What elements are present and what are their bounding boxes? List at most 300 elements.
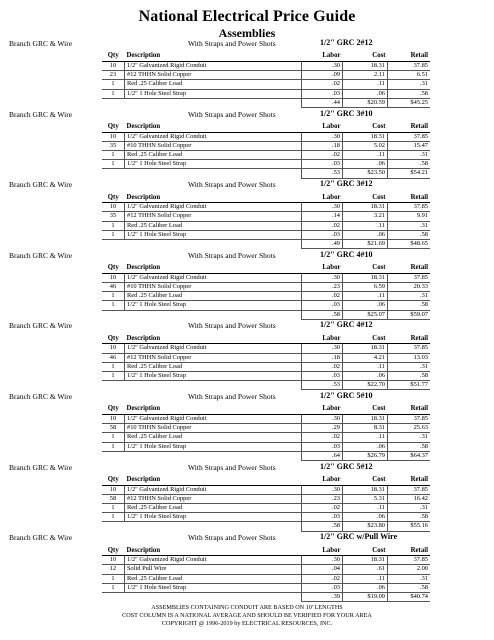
- page-subtitle: Assemblies: [218, 26, 276, 40]
- labor-cell: .02: [302, 221, 343, 230]
- table-header-row: [102, 334, 430, 344]
- labor-cell: .02: [302, 151, 343, 160]
- cost-cell: 6.59: [343, 283, 388, 292]
- blank-cell: [102, 593, 125, 602]
- labor-cell: .03: [302, 301, 343, 310]
- table-row: [102, 372, 430, 381]
- column-header-cost: Cost: [343, 52, 388, 62]
- qty-cell: 1: [102, 230, 125, 239]
- section-category: Branch GRC & Wire: [9, 250, 73, 260]
- retail-cell: 37.85: [388, 556, 431, 565]
- table-row: [102, 221, 430, 230]
- cost-cell: 5.31: [343, 494, 388, 503]
- qty-cell: 1: [102, 504, 125, 513]
- table-row: [102, 344, 430, 353]
- retail-cell: .31: [388, 362, 431, 371]
- total-labor: .39: [302, 593, 343, 602]
- qty-cell: 58: [102, 494, 125, 503]
- table-row: [102, 160, 430, 169]
- labor-cell: .14: [302, 212, 343, 221]
- assembly-section: [0, 108, 494, 177]
- total-row: [102, 522, 430, 531]
- qty-cell: 1: [102, 362, 125, 371]
- qty-cell: 1: [102, 513, 125, 522]
- section-header: [0, 320, 494, 332]
- total-cost: $19.09: [343, 593, 388, 602]
- qty-cell: 1: [102, 89, 125, 98]
- cost-cell: 18.31: [343, 132, 388, 141]
- qty-cell: 1: [102, 442, 125, 451]
- total-cost: $23.80: [343, 522, 388, 531]
- cost-cell: .06: [343, 160, 388, 169]
- labor-cell: .02: [302, 292, 343, 301]
- labor-cell: .03: [302, 583, 343, 592]
- cost-cell: .06: [343, 301, 388, 310]
- table-row: [102, 283, 430, 292]
- column-header-labor: Labor: [302, 264, 343, 274]
- table-row: [102, 71, 430, 80]
- blank-cell: [102, 381, 125, 390]
- blank-cell: [125, 381, 302, 390]
- cost-cell: 18.31: [343, 415, 388, 424]
- retail-cell: 13.03: [388, 353, 431, 362]
- qty-cell: 10: [102, 132, 125, 141]
- section-category: Branch GRC & Wire: [9, 109, 73, 119]
- column-header-cost: Cost: [343, 193, 388, 203]
- blank-cell: [102, 98, 125, 107]
- total-retail: $59.07: [388, 310, 431, 319]
- table-row: [102, 151, 430, 160]
- cost-cell: .11: [343, 504, 388, 513]
- column-header-qty: Qty: [102, 52, 125, 62]
- qty-cell: 10: [102, 344, 125, 353]
- blank-cell: [125, 593, 302, 602]
- blank-cell: [102, 169, 125, 178]
- labor-cell: .30: [302, 556, 343, 565]
- column-header-retail: Retail: [388, 123, 431, 133]
- table-row: [102, 353, 430, 362]
- labor-cell: .02: [302, 362, 343, 371]
- assembly-section: [0, 320, 494, 389]
- retail-cell: .58: [388, 513, 431, 522]
- section-method: With Straps and Power Shots: [188, 180, 276, 190]
- qty-cell: 1: [102, 372, 125, 381]
- total-labor: .49: [302, 240, 343, 249]
- assembly-table: [102, 193, 430, 249]
- column-header-cost: Cost: [343, 334, 388, 344]
- assembly-section: [0, 38, 494, 106]
- table-row: [102, 203, 430, 212]
- qty-cell: 1: [102, 433, 125, 442]
- description-cell: 1/2" Galvanized Rigid Conduit: [125, 556, 302, 565]
- section-assembly-name: 1/2" GRC 2#12: [320, 38, 373, 47]
- total-cost: $21.69: [343, 240, 388, 249]
- section-method: With Straps and Power Shots: [188, 250, 276, 260]
- retail-cell: .31: [388, 292, 431, 301]
- description-cell: #10 THHN Solid Copper: [125, 424, 302, 433]
- column-header-description: Description: [125, 476, 302, 486]
- total-retail: $51.77: [388, 381, 431, 390]
- blank-cell: [125, 169, 302, 178]
- section-assembly-name: 1/2" GRC 3#10: [320, 108, 373, 118]
- labor-cell: .23: [302, 283, 343, 292]
- assembly-table: [102, 476, 430, 532]
- labor-cell: .03: [302, 442, 343, 451]
- column-header-retail: Retail: [388, 405, 431, 415]
- column-header-cost: Cost: [343, 546, 388, 556]
- labor-cell: .30: [302, 415, 343, 424]
- column-header-cost: Cost: [343, 405, 388, 415]
- labor-cell: .03: [302, 372, 343, 381]
- section-assembly-name: 1/2" GRC 4#10: [320, 249, 373, 259]
- labor-cell: .09: [302, 71, 343, 80]
- section-method: With Straps and Power Shots: [188, 392, 276, 401]
- qty-cell: 10: [102, 485, 125, 494]
- qty-cell: 35: [102, 212, 125, 221]
- table-header-row: [102, 123, 430, 133]
- retail-cell: .31: [388, 80, 431, 89]
- total-retail: $40.74: [388, 593, 431, 602]
- total-row: [102, 381, 430, 390]
- section-category: Branch GRC & Wire: [9, 180, 73, 190]
- table-row: [102, 292, 430, 301]
- footer-copyright: COPYRIGHT @ 1996-2019 by ELECTRICAL RESOURCES, INC.: [161, 620, 333, 627]
- section-category: Branch GRC & Wire: [9, 462, 73, 472]
- description-cell: 1/2" 1 Hole Steel Strap: [125, 372, 302, 381]
- blank-cell: [102, 451, 125, 460]
- retail-cell: .58: [388, 230, 431, 239]
- assembly-table: [102, 405, 430, 461]
- cost-cell: .06: [343, 230, 388, 239]
- table-row: [102, 574, 430, 583]
- assembly-section: [0, 461, 494, 530]
- table-row: [102, 583, 430, 592]
- qty-cell: 1: [102, 301, 125, 310]
- description-cell: 1/2" 1 Hole Steel Strap: [125, 583, 302, 592]
- column-header-labor: Labor: [302, 405, 343, 415]
- column-header-description: Description: [125, 405, 302, 415]
- retail-cell: .58: [388, 583, 431, 592]
- column-header-labor: Labor: [302, 476, 343, 486]
- table-row: [102, 485, 430, 494]
- labor-cell: .02: [302, 80, 343, 89]
- labor-cell: .03: [302, 160, 343, 169]
- table-row: [102, 89, 430, 98]
- description-cell: 1/2" 1 Hole Steel Strap: [125, 442, 302, 451]
- column-header-retail: Retail: [388, 52, 431, 62]
- assembly-table: [102, 52, 430, 108]
- description-cell: 1/2" 1 Hole Steel Strap: [125, 89, 302, 98]
- total-labor: .53: [302, 169, 343, 178]
- labor-cell: .30: [302, 132, 343, 141]
- footer-note-cost: COST COLUMN IS A NATIONAL AVERAGE AND SHOULD BE VERIFIED FOR YOUR AREA: [122, 612, 372, 619]
- labor-cell: .18: [302, 353, 343, 362]
- description-cell: 1/2" Galvanized Rigid Conduit: [125, 415, 302, 424]
- assembly-table: [102, 123, 430, 179]
- table-row: [102, 301, 430, 310]
- table-row: [102, 565, 430, 574]
- qty-cell: 1: [102, 292, 125, 301]
- table-row: [102, 513, 430, 522]
- retail-cell: 37.85: [388, 485, 431, 494]
- qty-cell: 12: [102, 565, 125, 574]
- section-method: With Straps and Power Shots: [188, 533, 276, 543]
- column-header-cost: Cost: [343, 476, 388, 486]
- description-cell: Red .25 Caliber Load: [125, 433, 302, 442]
- column-header-qty: Qty: [102, 476, 125, 486]
- column-header-qty: Qty: [102, 193, 125, 203]
- labor-cell: .30: [302, 344, 343, 353]
- retail-cell: .58: [388, 89, 431, 98]
- labor-cell: .18: [302, 141, 343, 150]
- qty-cell: 1: [102, 151, 125, 160]
- description-cell: #10 THHN Solid Copper: [125, 283, 302, 292]
- total-retail: $54.21: [388, 169, 431, 178]
- qty-cell: 10: [102, 62, 125, 71]
- table-header-row: [102, 193, 430, 203]
- assembly-section: [0, 249, 494, 318]
- qty-cell: 1: [102, 574, 125, 583]
- total-row: [102, 240, 430, 249]
- description-cell: 1/2" Galvanized Rigid Conduit: [125, 344, 302, 353]
- description-cell: 1/2" Galvanized Rigid Conduit: [125, 203, 302, 212]
- column-header-labor: Labor: [302, 193, 343, 203]
- column-header-description: Description: [125, 546, 302, 556]
- retail-cell: 37.85: [388, 273, 431, 282]
- column-header-qty: Qty: [102, 334, 125, 344]
- cost-cell: .06: [343, 513, 388, 522]
- description-cell: Red .25 Caliber Load: [125, 574, 302, 583]
- description-cell: 1/2" Galvanized Rigid Conduit: [125, 132, 302, 141]
- total-row: [102, 169, 430, 178]
- retail-cell: .58: [388, 160, 431, 169]
- cost-cell: .06: [343, 89, 388, 98]
- section-assembly-name: 1/2" GRC 3#12: [320, 179, 373, 189]
- column-header-description: Description: [125, 264, 302, 274]
- blank-cell: [125, 451, 302, 460]
- description-cell: Red .25 Caliber Load: [125, 151, 302, 160]
- qty-cell: 1: [102, 221, 125, 230]
- total-row: [102, 451, 430, 460]
- retail-cell: .58: [388, 372, 431, 381]
- description-cell: Red .25 Caliber Load: [125, 292, 302, 301]
- column-header-qty: Qty: [102, 546, 125, 556]
- column-header-retail: Retail: [388, 193, 431, 203]
- cost-cell: .11: [343, 574, 388, 583]
- assembly-table: [102, 264, 430, 320]
- cost-cell: 18.31: [343, 485, 388, 494]
- cost-cell: .11: [343, 433, 388, 442]
- description-cell: 1/2" Galvanized Rigid Conduit: [125, 62, 302, 71]
- total-cost: $22.70: [343, 381, 388, 390]
- qty-cell: 23: [102, 71, 125, 80]
- labor-cell: .03: [302, 230, 343, 239]
- section-assembly-name: 1/2" GRC 4#12: [320, 320, 373, 330]
- retail-cell: 16.42: [388, 494, 431, 503]
- retail-cell: .58: [388, 301, 431, 310]
- qty-cell: 10: [102, 203, 125, 212]
- qty-cell: 10: [102, 273, 125, 282]
- section-assembly-name: 1/2" GRC 5#12: [320, 461, 373, 471]
- section-header: [0, 179, 494, 191]
- retail-cell: 37.85: [388, 62, 431, 71]
- blank-cell: [102, 310, 125, 319]
- section-header: [0, 532, 494, 544]
- section-method: With Straps and Power Shots: [188, 321, 276, 331]
- cost-cell: 18.31: [343, 273, 388, 282]
- section-method: With Straps and Power Shots: [188, 39, 276, 48]
- column-header-description: Description: [125, 334, 302, 344]
- table-row: [102, 556, 430, 565]
- total-labor: .58: [302, 522, 343, 531]
- description-cell: Red .25 Caliber Load: [125, 80, 302, 89]
- cost-cell: 2.11: [343, 71, 388, 80]
- description-cell: #12 THHN Solid Copper: [125, 212, 302, 221]
- labor-cell: .30: [302, 203, 343, 212]
- cost-cell: .11: [343, 221, 388, 230]
- table-row: [102, 212, 430, 221]
- blank-cell: [102, 240, 125, 249]
- table-row: [102, 504, 430, 513]
- retail-cell: .31: [388, 574, 431, 583]
- description-cell: 1/2" Galvanized Rigid Conduit: [125, 485, 302, 494]
- labor-cell: .30: [302, 485, 343, 494]
- description-cell: 1/2" 1 Hole Steel Strap: [125, 230, 302, 239]
- section-method: With Straps and Power Shots: [188, 109, 276, 119]
- table-header-row: [102, 476, 430, 486]
- blank-cell: [102, 522, 125, 531]
- assembly-table: [102, 334, 430, 390]
- retail-cell: 6.51: [388, 71, 431, 80]
- description-cell: Red .25 Caliber Load: [125, 221, 302, 230]
- blank-cell: [125, 310, 302, 319]
- total-retail: $48.65: [388, 240, 431, 249]
- table-row: [102, 415, 430, 424]
- column-header-qty: Qty: [102, 264, 125, 274]
- column-header-labor: Labor: [302, 546, 343, 556]
- column-header-retail: Retail: [388, 476, 431, 486]
- section-header: [0, 38, 494, 50]
- assembly-section: [0, 179, 494, 247]
- total-cost: $20.59: [343, 98, 388, 107]
- assembly-table: [102, 546, 430, 602]
- description-cell: #12 THHN Solid Copper: [125, 353, 302, 362]
- section-method: With Straps and Power Shots: [188, 462, 276, 472]
- cost-cell: .61: [343, 565, 388, 574]
- column-header-retail: Retail: [388, 334, 431, 344]
- assembly-section: [0, 391, 494, 459]
- retail-cell: .31: [388, 504, 431, 513]
- section-category: Branch GRC & Wire: [9, 533, 73, 543]
- column-header-retail: Retail: [388, 546, 431, 556]
- total-labor: .58: [302, 310, 343, 319]
- cost-cell: .11: [343, 151, 388, 160]
- column-header-retail: Retail: [388, 264, 431, 274]
- footer: [0, 604, 494, 628]
- description-cell: Red .25 Caliber Load: [125, 362, 302, 371]
- retail-cell: .31: [388, 221, 431, 230]
- cost-cell: .06: [343, 442, 388, 451]
- column-header-cost: Cost: [343, 123, 388, 133]
- retail-cell: 37.85: [388, 203, 431, 212]
- column-header-labor: Labor: [302, 334, 343, 344]
- description-cell: 1/2" 1 Hole Steel Strap: [125, 301, 302, 310]
- description-cell: 1/2" Galvanized Rigid Conduit: [125, 273, 302, 282]
- labor-cell: .02: [302, 433, 343, 442]
- total-retail: $64.37: [388, 451, 431, 460]
- footer-note-lengths: ASSEMBLIES CONTAINING CONDUIT ARE BASED ON 10' LENGTHS: [151, 604, 343, 611]
- cost-cell: .11: [343, 362, 388, 371]
- blank-cell: [125, 240, 302, 249]
- retail-cell: .31: [388, 433, 431, 442]
- total-row: [102, 593, 430, 602]
- table-row: [102, 362, 430, 371]
- table-row: [102, 273, 430, 282]
- table-header-row: [102, 546, 430, 556]
- page-title: National Electrical Price Guide: [138, 8, 356, 25]
- cost-cell: 18.31: [343, 556, 388, 565]
- total-retail: $45.25: [388, 98, 431, 107]
- retail-cell: .58: [388, 442, 431, 451]
- table-row: [102, 62, 430, 71]
- labor-cell: .02: [302, 504, 343, 513]
- table-row: [102, 494, 430, 503]
- qty-cell: 35: [102, 141, 125, 150]
- cost-cell: 3.21: [343, 212, 388, 221]
- total-labor: .53: [302, 381, 343, 390]
- labor-cell: .30: [302, 62, 343, 71]
- description-cell: 1/2" 1 Hole Steel Strap: [125, 160, 302, 169]
- description-cell: #10 THHN Solid Copper: [125, 141, 302, 150]
- retail-cell: .31: [388, 151, 431, 160]
- description-cell: Solid Pull Wire: [125, 565, 302, 574]
- table-header-row: [102, 405, 430, 415]
- blank-cell: [125, 98, 302, 107]
- table-header-row: [102, 52, 430, 62]
- table-row: [102, 433, 430, 442]
- labor-cell: .29: [302, 424, 343, 433]
- total-cost: $23.50: [343, 169, 388, 178]
- retail-cell: 37.85: [388, 132, 431, 141]
- column-header-qty: Qty: [102, 123, 125, 133]
- section-category: Branch GRC & Wire: [9, 321, 73, 331]
- assembly-section: [0, 532, 494, 600]
- qty-cell: 10: [102, 556, 125, 565]
- labor-cell: .03: [302, 513, 343, 522]
- section-header: [0, 109, 494, 121]
- retail-cell: 15.47: [388, 141, 431, 150]
- column-header-description: Description: [125, 123, 302, 133]
- column-header-labor: Labor: [302, 52, 343, 62]
- section-assembly-name: 1/2" GRC w/Pull Wire: [320, 532, 398, 542]
- retail-cell: 37.85: [388, 415, 431, 424]
- cost-cell: 5.02: [343, 141, 388, 150]
- labor-cell: .30: [302, 273, 343, 282]
- qty-cell: 10: [102, 415, 125, 424]
- cost-cell: .06: [343, 583, 388, 592]
- blank-cell: [125, 522, 302, 531]
- section-category: Branch GRC & Wire: [9, 392, 73, 401]
- qty-cell: 46: [102, 353, 125, 362]
- total-row: [102, 310, 430, 319]
- description-cell: 1/2" 1 Hole Steel Strap: [125, 513, 302, 522]
- cost-cell: 8.31: [343, 424, 388, 433]
- cost-cell: .11: [343, 292, 388, 301]
- qty-cell: 1: [102, 160, 125, 169]
- cost-cell: .06: [343, 372, 388, 381]
- total-retail: $55.16: [388, 522, 431, 531]
- table-row: [102, 132, 430, 141]
